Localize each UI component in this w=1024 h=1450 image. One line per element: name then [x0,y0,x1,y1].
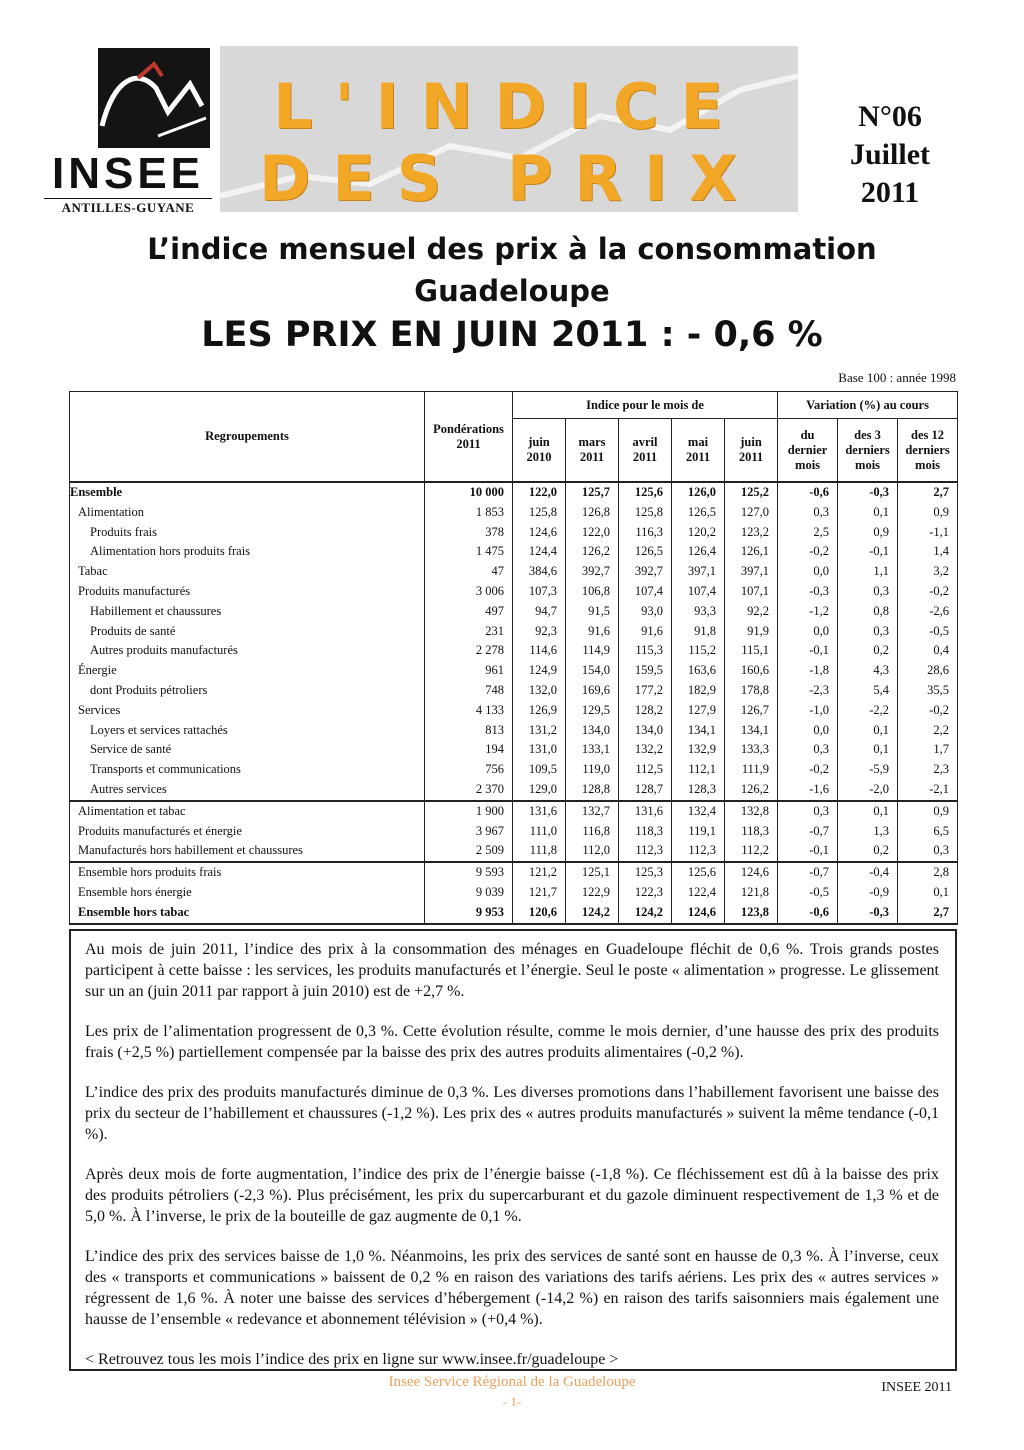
table-row [70,602,958,622]
insee-logo [44,46,212,218]
index-value: 122,4 [672,883,725,903]
row-weight: 231 [425,622,513,642]
variation-value: 0,9 [898,503,958,523]
index-value: 121,8 [725,883,778,903]
row-label: Alimentation et tabac [70,801,425,822]
row-weight: 2 278 [425,641,513,661]
variation-value: 1,3 [838,822,898,842]
index-value: 107,3 [513,582,566,602]
variation-value: -2,2 [838,701,898,721]
index-value: 131,6 [513,801,566,822]
index-value: 392,7 [566,562,619,582]
variation-value: -1,2 [778,602,838,622]
index-value: 126,5 [672,503,725,523]
logo-subtitle: ANTILLES-GUYANE [44,198,212,216]
variation-value: -1,0 [778,701,838,721]
variation-value: -2,3 [778,681,838,701]
row-label: Produits de santé [70,622,425,642]
variation-value: 0,4 [898,641,958,661]
header-variation: du dernier mois [778,419,838,483]
page-subtitle-region: Guadeloupe [414,274,610,308]
index-value: 384,6 [513,562,566,582]
variation-value: 0,1 [838,740,898,760]
row-label: Autres services [70,780,425,801]
index-value: 111,9 [725,760,778,780]
index-value: 127,0 [725,503,778,523]
issue-year: 2011 [860,176,920,209]
index-value: 124,2 [619,903,672,924]
index-value: 178,8 [725,681,778,701]
table-row [70,661,958,681]
index-value: 133,1 [566,740,619,760]
row-label: Énergie [70,661,425,681]
variation-value: 0,0 [778,562,838,582]
index-value: 112,3 [619,841,672,862]
index-value: 122,3 [619,883,672,903]
variation-value: -1,8 [778,661,838,681]
variation-value: -2,6 [898,602,958,622]
issue-month: Juillet [850,138,930,171]
base-note: Base 100 : année 1998 [838,370,956,385]
index-value: 115,2 [672,641,725,661]
variation-value: -0,3 [838,482,898,503]
index-value: 112,3 [672,841,725,862]
index-value: 163,6 [672,661,725,681]
index-value: 125,3 [619,862,672,883]
index-value: 123,2 [725,523,778,543]
header-month: juin 2010 [513,419,566,483]
variation-value: 2,8 [898,862,958,883]
variation-value: 0,3 [898,841,958,862]
variation-value: 0,1 [838,503,898,523]
variation-value: 0,1 [838,721,898,741]
variation-value: -0,5 [898,622,958,642]
table-row [70,841,958,862]
index-value: 115,3 [619,641,672,661]
footer-service: Insee Service Régional de la Guadeloupe [388,1374,636,1390]
variation-value: 2,3 [898,760,958,780]
variation-value: 0,0 [778,721,838,741]
row-weight: 961 [425,661,513,681]
row-label: Produits frais [70,523,425,543]
row-weight: 1 853 [425,503,513,523]
index-value: 129,0 [513,780,566,801]
row-weight: 47 [425,562,513,582]
index-value: 91,6 [566,622,619,642]
variation-value: 35,5 [898,681,958,701]
row-weight: 1 900 [425,801,513,822]
index-value: 93,3 [672,602,725,622]
title-banner [220,46,798,212]
variation-value: 1,1 [838,562,898,582]
index-value: 124,6 [672,903,725,924]
variation-value: 0,9 [898,801,958,822]
table-row [70,542,958,562]
row-label: Ensemble hors tabac [70,903,425,924]
index-value: 124,6 [513,523,566,543]
index-value: 91,9 [725,622,778,642]
header-group: Regroupements [70,392,425,483]
index-value: 112,2 [725,841,778,862]
index-value: 125,6 [619,482,672,503]
table-row [70,862,958,883]
variation-value: -0,2 [898,701,958,721]
index-value: 126,9 [513,701,566,721]
row-label: Alimentation hors produits frais [70,542,425,562]
index-value: 132,0 [513,681,566,701]
row-label: Autres produits manufacturés [70,641,425,661]
index-value: 126,4 [672,542,725,562]
row-weight: 9 039 [425,883,513,903]
row-weight: 4 133 [425,701,513,721]
index-value: 123,8 [725,903,778,924]
index-value: 125,6 [672,862,725,883]
banner-line-2: DES PRIX [258,142,760,212]
row-label: Produits manufacturés [70,582,425,602]
table-row [70,641,958,661]
index-value: 111,8 [513,841,566,862]
variation-value: -5,9 [838,760,898,780]
index-value: 132,4 [672,801,725,822]
index-value: 92,3 [513,622,566,642]
variation-value: -0,7 [778,862,838,883]
table-row [70,760,958,780]
footer-copyright: INSEE 2011 [881,1380,952,1395]
index-value: 126,5 [619,542,672,562]
row-label: Ensemble hors énergie [70,883,425,903]
row-weight: 756 [425,760,513,780]
row-weight: 813 [425,721,513,741]
variation-value: -0,6 [778,482,838,503]
variation-value: -0,1 [778,841,838,862]
variation-value: 2,7 [898,482,958,503]
variation-value: -0,2 [778,542,838,562]
table-body [70,482,958,924]
index-value: 114,6 [513,641,566,661]
header-index-group: Indice pour le mois de [513,392,778,419]
variation-value: -1,1 [898,523,958,543]
page-number: - 1- [502,1394,522,1409]
variation-value: 2,2 [898,721,958,741]
table-row [70,482,958,503]
logo-wordmark: INSEE [51,149,205,198]
index-value: 118,3 [725,822,778,842]
variation-value: 0,9 [838,523,898,543]
table-row [70,903,958,924]
commentary-paragraph: Au mois de juin 2011, l’indice des prix à la consommation des ménages en Guadeloupe fléchit de 0,6 %. Trois grands postes participent à cette baisse : les services, les produits manufacturés et l’énergie. Seul le poste « alimentation » progresse. Le glissement sur un an (juin 2011 par rapport à juin 2010) est de +2,7 %. [85,941,939,1000]
index-value: 124,6 [725,862,778,883]
index-value: 126,2 [725,780,778,801]
banner-line-1: L'INDICE [273,70,745,143]
index-value: 125,8 [513,503,566,523]
row-weight: 2 509 [425,841,513,862]
index-value: 91,5 [566,602,619,622]
header-variation: des 3 derniers mois [838,419,898,483]
index-value: 132,9 [672,740,725,760]
variation-value: 3,2 [898,562,958,582]
index-value: 92,2 [725,602,778,622]
index-value: 112,0 [566,841,619,862]
row-label: Ensemble [70,482,425,503]
commentary-paragraph: Après deux mois de forte augmentation, l’indice des prix de l’énergie baisse (-1,8 %). Ce fléchissement est dû à la baisse des prix des produits pétroliers (-2,3 %). Plus précisément, les prix du supercarburant et du gazole diminuent respectivement de 1,3 % et de 5,0 %. À l’inverse, le prix de la bouteille de gaz augmente de 0,1 %. [85,1166,939,1225]
variation-value: 4,3 [838,661,898,681]
row-label: Manufacturés hors habillement et chaussures [70,841,425,862]
price-index-table [69,391,958,925]
index-value: 111,0 [513,822,566,842]
index-value: 126,1 [725,542,778,562]
index-value: 134,1 [672,721,725,741]
index-value: 122,0 [513,482,566,503]
index-value: 131,6 [619,801,672,822]
row-label: Habillement et chaussures [70,602,425,622]
row-weight: 497 [425,602,513,622]
row-label: Tabac [70,562,425,582]
index-value: 132,2 [619,740,672,760]
index-value: 125,8 [619,503,672,523]
variation-value: -0,4 [838,862,898,883]
index-value: 126,2 [566,542,619,562]
index-value: 126,8 [566,503,619,523]
index-value: 107,4 [619,582,672,602]
table-row [70,822,958,842]
table-row [70,801,958,822]
table-row [70,582,958,602]
header-variation: des 12 derniers mois [898,419,958,483]
table-row [70,562,958,582]
index-value: 128,7 [619,780,672,801]
variation-value: 28,6 [898,661,958,681]
index-value: 107,4 [672,582,725,602]
index-value: 91,8 [672,622,725,642]
index-value: 112,5 [619,760,672,780]
variation-value: 5,4 [838,681,898,701]
header-month: mars 2011 [566,419,619,483]
index-value: 397,1 [672,562,725,582]
row-weight: 3 006 [425,582,513,602]
header-weights: Pondérations 2011 [425,392,513,483]
table-row [70,503,958,523]
variation-value: 0,0 [778,622,838,642]
header-month: juin 2011 [725,419,778,483]
index-value: 115,1 [725,641,778,661]
index-value: 107,1 [725,582,778,602]
variation-value: 1,7 [898,740,958,760]
commentary-paragraph: L’indice des prix des services baisse de 1,0 %. Néanmoins, les prix des services de santé sont en hausse de 0,3 %. À l’inverse, ceux des « transports et communications » baissent de 0,2 % en raison des variations des tarifs aériens. Les prix des « autres services » régressent de 1,6 %. À noter une baisse des services d’hébergement (-14,2 %) en raison des tarifs saisonniers mais également une hausse de l’ensemble « redevance et abonnement télévision » (+0,4 %). [85,1248,939,1328]
index-value: 177,2 [619,681,672,701]
index-value: 159,5 [619,661,672,681]
index-value: 112,1 [672,760,725,780]
index-value: 125,7 [566,482,619,503]
variation-value: -1,6 [778,780,838,801]
index-value: 397,1 [725,562,778,582]
variation-value: 2,7 [898,903,958,924]
issue-number: N°06 [858,100,922,133]
variation-value: -0,7 [778,822,838,842]
row-weight: 10 000 [425,482,513,503]
index-value: 124,9 [513,661,566,681]
index-value: 119,0 [566,760,619,780]
index-value: 121,2 [513,862,566,883]
table-row [70,523,958,543]
variation-value: -0,5 [778,883,838,903]
index-value: 134,1 [725,721,778,741]
row-label: dont Produits pétroliers [70,681,425,701]
index-value: 122,0 [566,523,619,543]
row-weight: 378 [425,523,513,543]
header-month: avril 2011 [619,419,672,483]
variation-value: -2,0 [838,780,898,801]
header-variation-group: Variation (%) au cours [778,392,958,419]
table-row [70,721,958,741]
variation-value: 0,3 [838,582,898,602]
variation-value: 0,8 [838,602,898,622]
index-value: 119,1 [672,822,725,842]
index-value: 128,8 [566,780,619,801]
variation-value: 0,2 [838,641,898,661]
index-value: 126,7 [725,701,778,721]
commentary-paragraph: Les prix de l’alimentation progressent de 0,3 %. Cette évolution résulte, comme le mois dernier, d’une hausse des prix des produits frais (+2,5 %) partiellement compensée par la baisse des prix des autres produits alimentaires (-0,2 %). [85,1023,939,1061]
variation-value: 2,5 [778,523,838,543]
row-weight: 2 370 [425,780,513,801]
variation-value: -0,2 [898,582,958,602]
row-label: Transports et communications [70,760,425,780]
index-value: 114,9 [566,641,619,661]
index-value: 120,6 [513,903,566,924]
index-value: 128,3 [672,780,725,801]
table-row [70,701,958,721]
variation-value: -0,1 [838,542,898,562]
index-value: 131,2 [513,721,566,741]
row-weight: 194 [425,740,513,760]
page-headline: LES PRIX EN JUIN 2011 : - 0,6 % [201,315,823,355]
row-label: Services [70,701,425,721]
index-value: 127,9 [672,701,725,721]
index-value: 131,0 [513,740,566,760]
row-weight: 9 953 [425,903,513,924]
variation-value: 0,3 [838,622,898,642]
table-row [70,622,958,642]
variation-value: -0,6 [778,903,838,924]
row-label: Loyers et services rattachés [70,721,425,741]
variation-value: 0,2 [838,841,898,862]
page-title: L’indice mensuel des prix à la consommation [147,232,877,266]
index-value: 133,3 [725,740,778,760]
row-label: Produits manufacturés et énergie [70,822,425,842]
variation-value: 0,3 [778,801,838,822]
variation-value: 0,1 [898,883,958,903]
index-value: 134,0 [619,721,672,741]
website-link[interactable]: < Retrouvez tous les mois l’indice des prix en ligne sur www.insee.fr/guadeloupe > [85,1351,619,1368]
variation-value: -0,9 [838,883,898,903]
index-value: 154,0 [566,661,619,681]
index-value: 392,7 [619,562,672,582]
variation-value: -0,1 [778,641,838,661]
variation-value: -0,2 [778,760,838,780]
row-weight: 748 [425,681,513,701]
row-weight: 3 967 [425,822,513,842]
index-value: 94,7 [513,602,566,622]
variation-value: -0,3 [838,903,898,924]
index-value: 124,4 [513,542,566,562]
index-value: 91,6 [619,622,672,642]
index-value: 118,3 [619,822,672,842]
variation-value: 1,4 [898,542,958,562]
index-value: 126,0 [672,482,725,503]
index-value: 169,6 [566,681,619,701]
index-value: 132,7 [566,801,619,822]
row-label: Service de santé [70,740,425,760]
index-value: 182,9 [672,681,725,701]
index-value: 129,5 [566,701,619,721]
index-value: 128,2 [619,701,672,721]
table-row [70,740,958,760]
index-value: 134,0 [566,721,619,741]
table-row [70,883,958,903]
row-weight: 9 593 [425,862,513,883]
variation-value: 0,1 [838,801,898,822]
variation-value: -0,3 [778,582,838,602]
variation-value: 0,3 [778,503,838,523]
index-value: 106,8 [566,582,619,602]
index-value: 125,1 [566,862,619,883]
index-value: 121,7 [513,883,566,903]
table-row [70,780,958,801]
commentary-paragraph: L’indice des prix des produits manufacturés diminue de 0,3 %. Les diverses promotions dans l’habillement favorisent une baisse des prix du secteur de l’habillement et chaussures (-1,2 %). Les prix des « autres produits manufacturés » suivent la même tendance (-0,1 %). [85,1084,939,1143]
row-label: Alimentation [70,503,425,523]
header-month: mai 2011 [672,419,725,483]
row-weight: 1 475 [425,542,513,562]
commentary-box [69,929,957,1371]
variation-value: 6,5 [898,822,958,842]
index-value: 109,5 [513,760,566,780]
insee-logo-mark [98,48,210,148]
index-value: 160,6 [725,661,778,681]
index-value: 125,2 [725,482,778,503]
index-value: 93,0 [619,602,672,622]
issue-info [820,98,960,212]
index-value: 116,8 [566,822,619,842]
table-row [70,681,958,701]
variation-value: 0,3 [778,740,838,760]
index-value: 132,8 [725,801,778,822]
index-value: 120,2 [672,523,725,543]
variation-value: -2,1 [898,780,958,801]
row-label: Ensemble hors produits frais [70,862,425,883]
index-value: 116,3 [619,523,672,543]
index-value: 124,2 [566,903,619,924]
index-value: 122,9 [566,883,619,903]
